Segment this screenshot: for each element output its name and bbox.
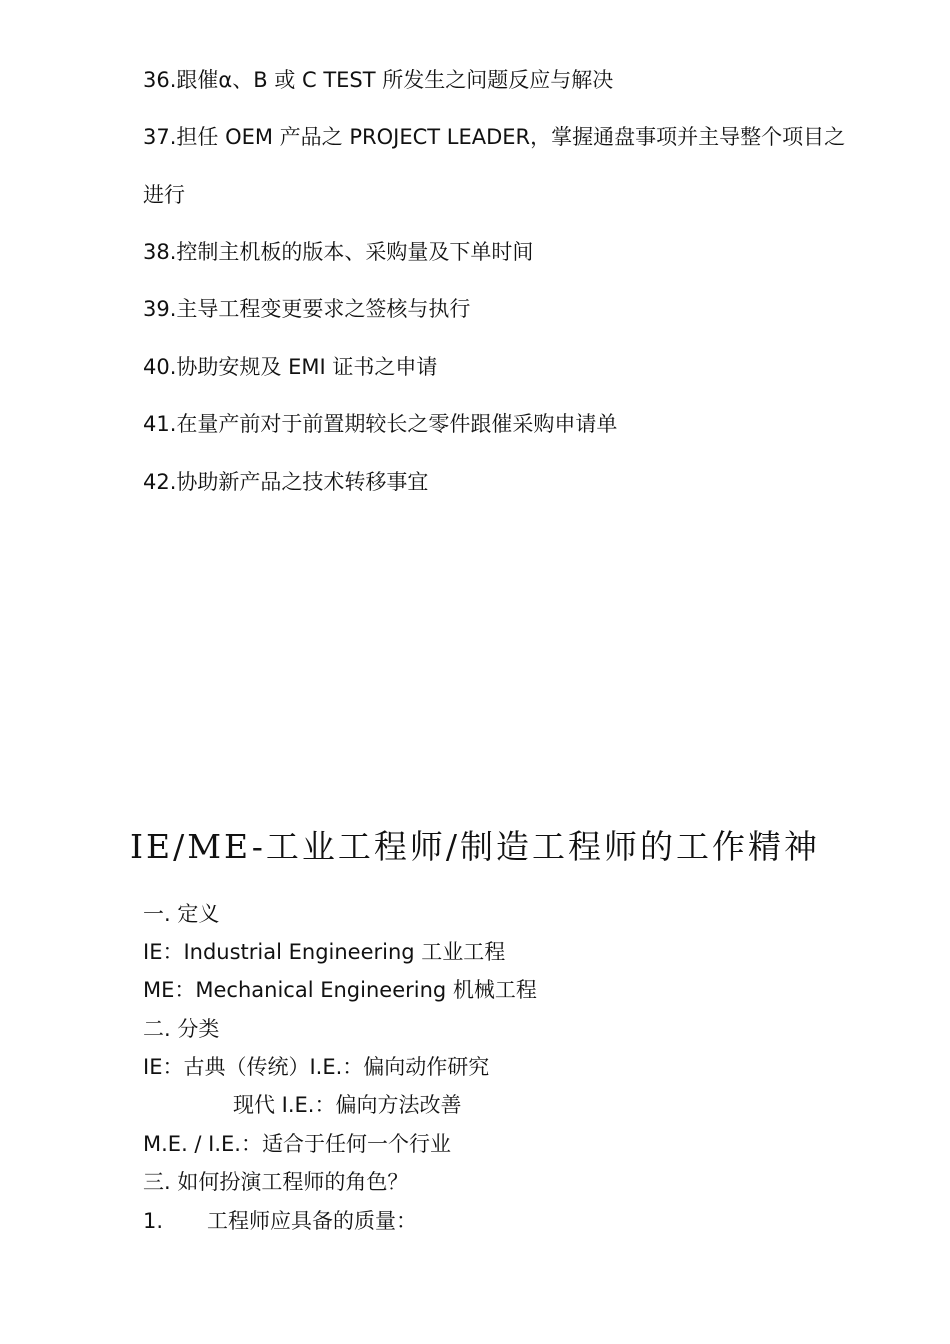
mie-any-industry: M.E. / I.E.：适合于任何一个行业 bbox=[143, 1132, 451, 1156]
list-item-1-text: 工程师应具备的质量： bbox=[207, 1209, 418, 1233]
list-item-1 bbox=[143, 1207, 417, 1235]
list-item-1-number: 1. bbox=[143, 1209, 164, 1233]
ie-classic: IE：古典（传统）I.E.：偏向动作研究 bbox=[143, 1055, 490, 1079]
list-item-42: 42.协助新产品之技术转移事宜 bbox=[143, 470, 429, 494]
list-item-39: 39.主导工程变更要求之签核与执行 bbox=[143, 297, 471, 321]
heading-engineer-role: 三. 如何扮演工程师的角色？ bbox=[143, 1170, 409, 1194]
ie-modern: 现代 I.E.：偏向方法改善 bbox=[233, 1093, 462, 1117]
list-item-37-continued: 进行 bbox=[143, 183, 185, 207]
list-item-36: 36.跟催α、B 或 C TEST 所发生之问题反应与解决 bbox=[143, 68, 614, 92]
section-title: IE/ME-工业工程师/制造工程师的工作精神 bbox=[129, 827, 820, 866]
heading-classification: 二. 分类 bbox=[143, 1017, 220, 1041]
list-item-37: 37.担任 OEM 产品之 PROJECT LEADER，掌握通盘事项并主导整个项目之 bbox=[143, 125, 846, 149]
heading-definition: 一. 定义 bbox=[143, 902, 220, 926]
list-item-41: 41.在量产前对于前置期较长之零件跟催采购申请单 bbox=[143, 412, 618, 436]
list-item-38: 38.控制主机板的版本、采购量及下单时间 bbox=[143, 240, 534, 264]
list-item-40: 40.协助安规及 EMI 证书之申请 bbox=[143, 355, 438, 379]
ie-definition: IE：Industrial Engineering 工业工程 bbox=[143, 940, 506, 964]
me-definition: ME：Mechanical Engineering 机械工程 bbox=[143, 978, 537, 1002]
